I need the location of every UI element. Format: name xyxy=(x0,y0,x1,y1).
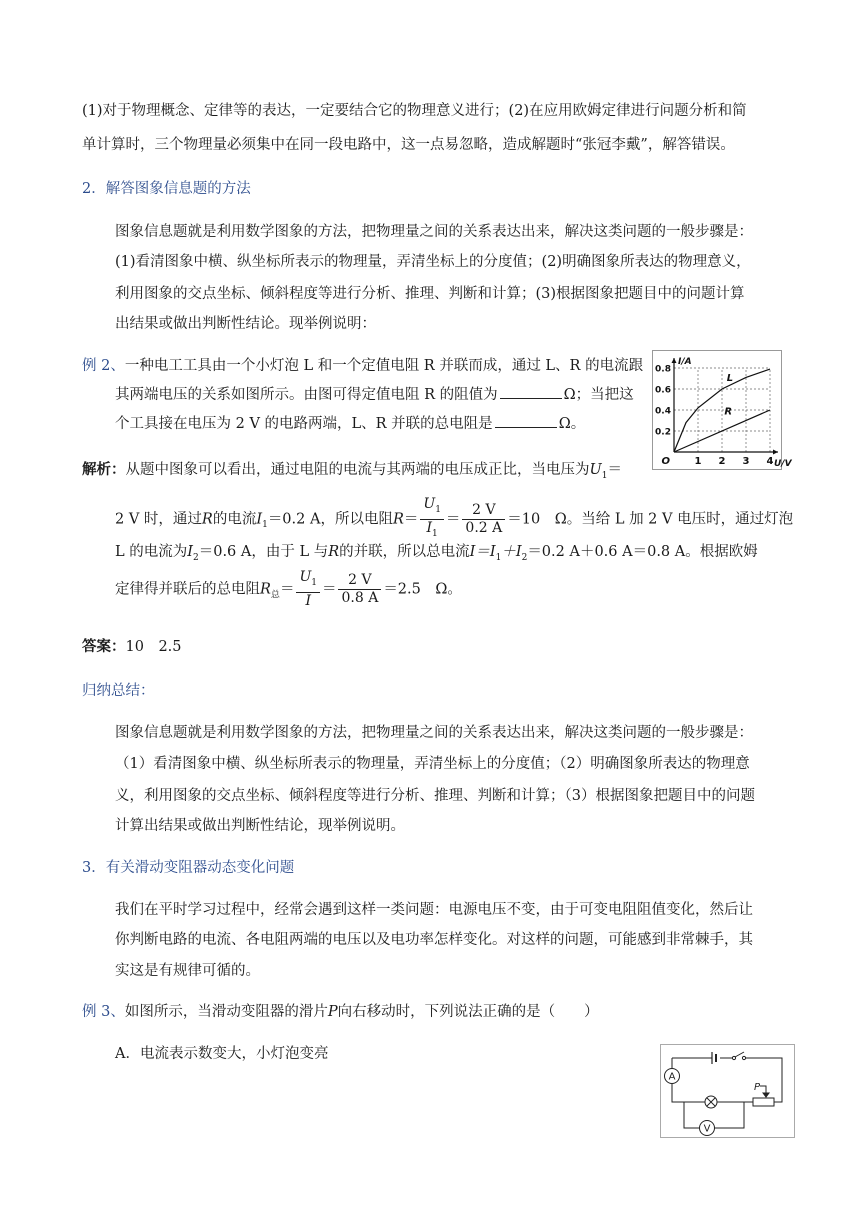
intro-line-1: (1)对于物理概念、定律等的表达，一定要结合它的物理意义进行；(2)在应用欧姆定律进行问题分析和简 xyxy=(82,103,747,119)
voltmeter-label: V xyxy=(703,1123,711,1135)
y-tick-label: 0.8 xyxy=(655,364,671,375)
section-2-line-3: 利用图象的交点坐标、倾斜程度等进行分析、推理、判断和计算；(3)根据图象把题目中的问题计算 xyxy=(115,286,745,302)
analysis-eq-1: ＝ xyxy=(607,462,622,478)
lamp-icon xyxy=(705,1096,717,1108)
analysis-text-3a: L 的电流为 xyxy=(115,544,188,560)
section-2-line-1: 图象信息题就是利用数学图象的方法，把物理量之间的关系表达出来，解决这类问题的一般步骤是： xyxy=(115,224,753,240)
example-2-line-2 xyxy=(115,384,634,406)
fraction-2v-over-08a xyxy=(338,572,381,607)
analysis-text-1: 从题中图象可以看出，通过电阻的电流与其两端的电压成正比，当电压为 xyxy=(125,462,590,478)
summary-line-4: 计算出结果或做出判断性结论，现举例说明。 xyxy=(115,818,405,834)
summary-line-2: （1）看清图象中横、纵坐标所表示的物理量，弄清坐标上的分度值；（2）明确图象所表达的物理意 xyxy=(115,756,750,772)
y-tick-label: 0.4 xyxy=(655,406,671,417)
example-2-line-1 xyxy=(82,355,643,377)
fraction-denominator-sub: 1 xyxy=(432,528,438,539)
fraction-2v-over-02a xyxy=(462,502,505,537)
analysis-text-2a: 2 V 时，通过 xyxy=(115,511,202,528)
fraction-numerator-sub: 1 xyxy=(435,504,441,515)
analysis-text-4end: ＝2.5 Ω。 xyxy=(383,581,462,598)
fraction-3-numerator-sub: 1 xyxy=(311,577,317,588)
answer-blank-1[interactable] xyxy=(500,384,562,399)
analysis-text-3b: ＝0.6 A，由于 L 与 xyxy=(198,544,329,560)
section-3-heading: 3．有关滑动变阻器动态变化问题 xyxy=(82,860,295,876)
section-3-line-2: 你判断电路的电流、各电阻两端的电压以及电功率怎样变化。对这样的问题，可能感到非常棘手，其 xyxy=(115,932,753,948)
example-3-question xyxy=(82,1001,599,1023)
resistor-symbol-3: R xyxy=(328,544,340,560)
analysis-text-2d: ＝10 Ω。当给 L 加 2 V 电压时，通过灯泡 xyxy=(507,511,794,528)
example-2-text-3: 个工具接在电压为 2 V 的电路两端，L、R 并联的总电阻是 xyxy=(115,416,493,432)
ammeter-icon xyxy=(665,1069,680,1084)
answer-blank-2[interactable] xyxy=(495,413,557,428)
example-2-text-1: 一种电工工具由一个小灯泡 L 和一个定值电阻 R 并联而成，通过 L、R 的电流跟 xyxy=(124,358,644,374)
x-axis-label: U/V xyxy=(774,459,792,469)
analysis-line-3 xyxy=(115,541,758,569)
analysis-text-3d: ＝0.2 A＋0.6 A＝0.8 A。根据欧姆 xyxy=(527,544,758,560)
analysis-text-2b: 的电流 xyxy=(212,511,257,528)
origin-label: O xyxy=(661,456,670,467)
fraction-2-numerator: 2 V xyxy=(462,502,505,520)
current-subscript: 1 xyxy=(262,520,268,531)
voltage-subscript: 1 xyxy=(601,470,608,481)
option-a[interactable]: A．电流表示数变大，小灯泡变亮 xyxy=(115,1046,329,1062)
answer-line xyxy=(82,636,182,658)
slider-symbol: P xyxy=(327,1004,338,1020)
y-axis-label: I/A xyxy=(678,357,692,367)
analysis-line-2: 2 V 时，通过R的电流$I_1=0.2$ A，所以电阻R＝ $\frac{U_1}{I_1}$ ＝ $\frac{2 V}{0.2 A}$ ＝10 Ω。当给 L 加 2 V 电压时，通过灯泡 xyxy=(115,496,793,545)
y-tick-label: 0.6 xyxy=(655,385,671,396)
analysis-label: 解析： xyxy=(82,461,126,478)
summary-line-3: 义，利用图象的交点坐标、倾斜程度等进行分析、推理、判断和计算；（3）根据图象把题目中的问题 xyxy=(115,788,755,804)
slider-label: P xyxy=(754,1082,761,1093)
subscript-2: 2 xyxy=(521,552,528,563)
fraction-3-numerator: U xyxy=(299,569,312,585)
x-tick-label: 1 xyxy=(694,456,702,467)
fraction-u1-over-i xyxy=(296,569,320,610)
series-label-L: L xyxy=(726,372,734,384)
x-tick-label: 4 xyxy=(766,456,774,467)
answer-label: 答案： xyxy=(82,638,126,655)
summary-heading: 归纳总结： xyxy=(82,683,155,699)
example-2-unit-1: Ω；当把这 xyxy=(563,387,634,403)
fraction-2-denominator: 0.2 A xyxy=(465,519,503,536)
total-resistance-symbol: R xyxy=(260,581,271,598)
subscript-1: 1 xyxy=(495,552,502,563)
section-2-heading: 2．解答图象信息题的方法 xyxy=(82,181,251,197)
equals-sign: ＝ xyxy=(403,511,419,528)
fraction-4-numerator: 2 V xyxy=(338,572,381,590)
total-resistance-subscript: 总 xyxy=(270,590,280,601)
analysis-text-4a: 定律得并联后的总电阻 xyxy=(115,581,260,598)
x-tick-label: 2 xyxy=(718,456,726,467)
total-current-symbol: I＝I xyxy=(469,544,496,560)
current-symbol-2: I xyxy=(187,544,193,560)
section-3-line-1: 我们在平时学习过程中，经常会遇到这样一类问题：电源电压不变，由于可变电阻阻值变化，然后让 xyxy=(115,902,753,918)
equals-sign-2: ＝ xyxy=(279,581,295,598)
example-2-text-2: 其两端电压的关系如图所示。由图可得定值电阻 R 的阻值为 xyxy=(115,387,498,403)
section-2-line-4: 出结果或做出判断性结论。现举例说明： xyxy=(115,316,376,332)
plus-current: ＋I xyxy=(501,544,522,560)
fraction-3-denominator: I xyxy=(305,592,311,609)
current-voltage-chart xyxy=(652,350,792,470)
example-3-text-b: 向右移动时，下列说法正确的是（ ） xyxy=(337,1004,599,1020)
analysis-line-1 xyxy=(82,459,622,487)
y-tick-label: 0.2 xyxy=(655,427,671,438)
x-tick-label: 3 xyxy=(742,456,750,467)
example-2-line-3 xyxy=(115,413,585,435)
fraction-numerator: U xyxy=(423,496,436,512)
answer-value: 10 2.5 xyxy=(125,639,182,655)
circuit-diagram xyxy=(660,1044,795,1138)
example-2-label: 例 2、 xyxy=(82,358,125,374)
analysis-text-3c: 的并联，所以总电流 xyxy=(339,544,470,560)
summary-line-1: 图象信息题就是利用数学图象的方法，把物理量之间的关系表达出来，解决这类问题的一般步骤是： xyxy=(115,725,753,741)
analysis-line-4: 定律得并联后的总电阻$R_总=$ $\frac{U_1}{I}$ ＝ $\frac{2 V}{0.8 A}$ ＝2.5 Ω。 xyxy=(115,569,462,609)
resistor-symbol: R xyxy=(201,511,213,528)
resistor-symbol-2: R xyxy=(392,511,404,528)
fraction-denominator: I xyxy=(426,519,433,536)
fraction-u-over-i xyxy=(420,496,444,543)
analysis-text-2c: ＝0.2 A，所以电阻 xyxy=(267,511,393,528)
example-2-unit-2: Ω。 xyxy=(558,416,586,432)
voltage-symbol: U xyxy=(589,462,602,478)
example-3-text-a: 如图所示，当滑动变阻器的滑片 xyxy=(124,1004,328,1020)
fraction-4-denominator: 0.8 A xyxy=(341,589,379,606)
current-symbol: I xyxy=(256,511,263,528)
series-label-R: R xyxy=(724,406,733,418)
example-3-label: 例 3、 xyxy=(82,1004,125,1020)
intro-line-2: 单计算时，三个物理量必须集中在同一段电路中，这一点易忽略，造成解题时“张冠李戴”，解答错误。 xyxy=(82,137,735,153)
current-subscript-2: 2 xyxy=(192,552,199,563)
section-3-line-3: 实这是有规律可循的。 xyxy=(115,963,260,979)
ammeter-label: A xyxy=(668,1071,676,1083)
voltmeter-icon xyxy=(700,1121,715,1136)
section-2-line-2: (1)看清图象中横、纵坐标所表示的物理量，弄清坐标上的分度值；(2)明确图象所表达的物理意义， xyxy=(115,254,751,270)
